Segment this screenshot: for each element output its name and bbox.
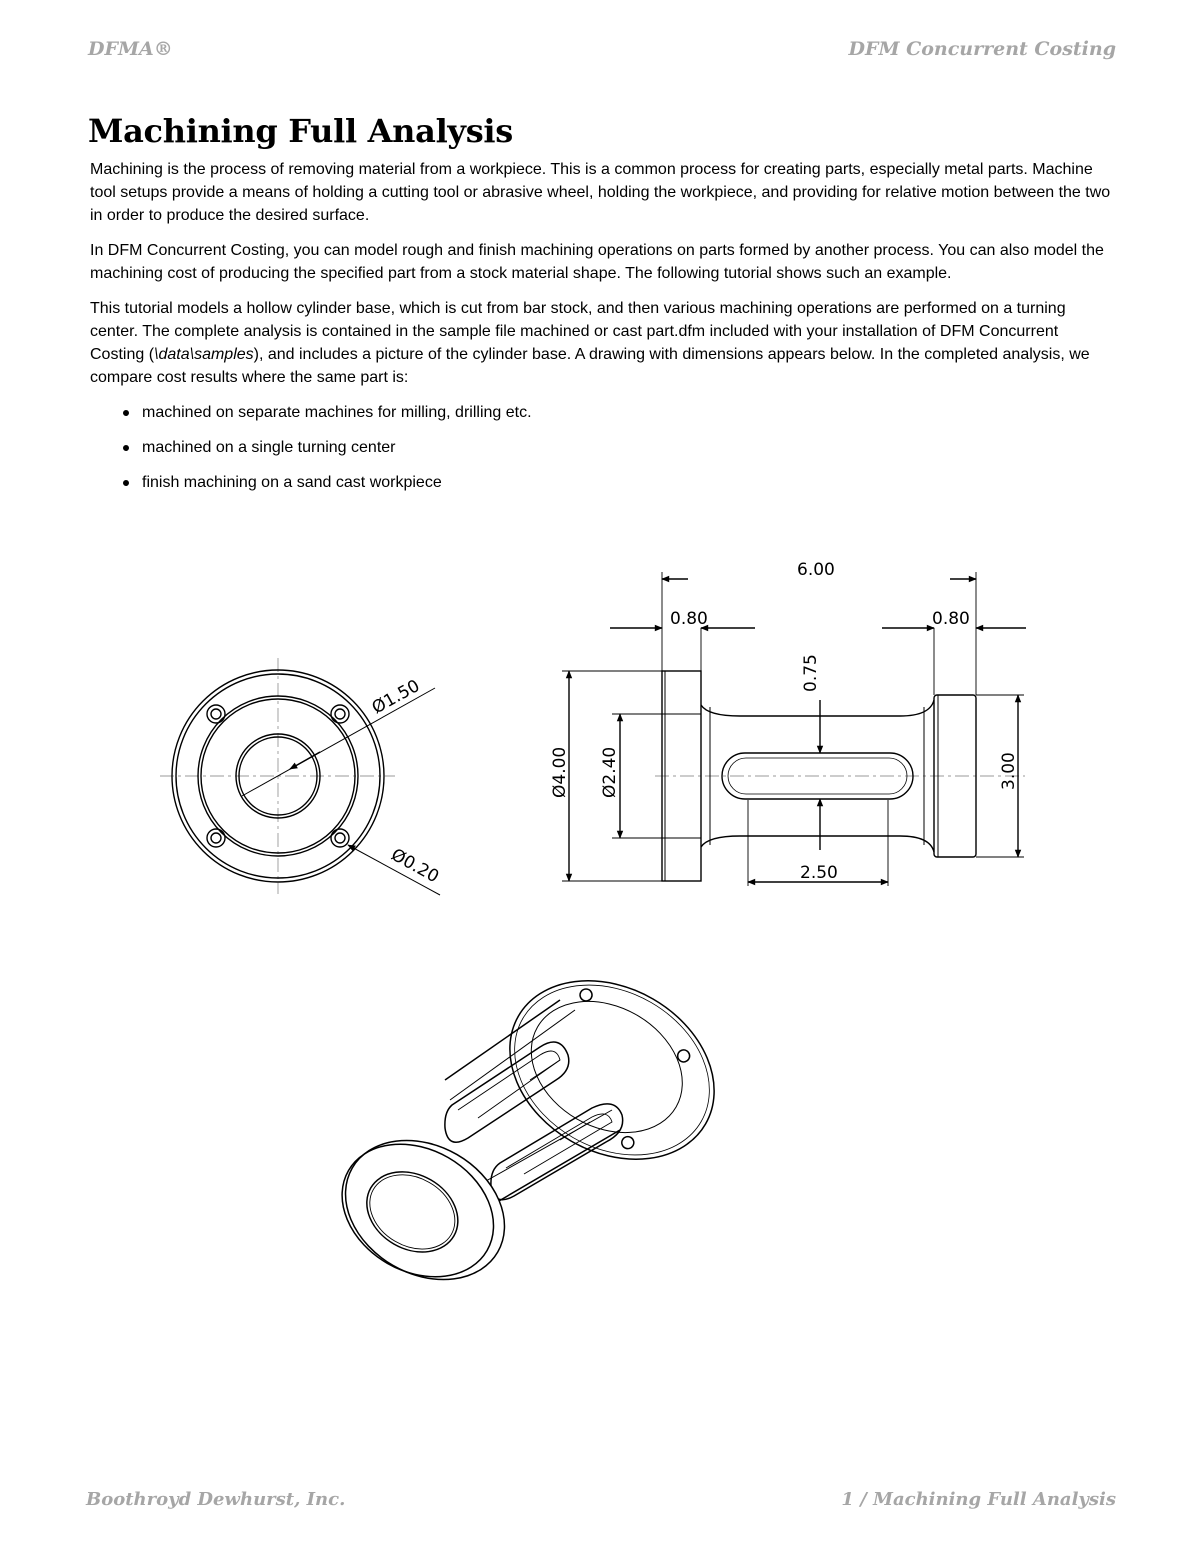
bolt-hole	[331, 705, 349, 723]
paragraph-tutorial-start: This tutorial models a hollow cylinder base, which is cut from bar stock, and then various machining operations are performed on a turning center. The complete analysis is contained in the sample file machined or cast part.dfm included with your installation of DFM Concurrent Costing (	[90, 300, 1066, 363]
sample-path: \data\samples	[154, 346, 254, 363]
bolt-hole	[331, 829, 349, 847]
right-dia-label: 3.00	[999, 752, 1019, 790]
flange-left-label: 0.80	[670, 609, 708, 629]
tube-body	[445, 1000, 560, 1080]
front-flange	[318, 1112, 530, 1309]
slot-length-label: 2.50	[800, 863, 838, 883]
bolt-dia-label: Ø0.20	[387, 844, 443, 888]
list-item: machined on a single turning center	[142, 436, 1112, 459]
footer-page: 1 / Machining Full Analysis	[841, 1489, 1116, 1510]
inner-dia-label: Ø2.40	[600, 746, 620, 798]
length-label: 6.00	[797, 560, 835, 580]
page-title: Machining Full Analysis	[88, 112, 514, 150]
header-brand: DFMA®	[88, 38, 173, 60]
footer-company: Boothroyd Dewhurst, Inc.	[86, 1489, 346, 1510]
list-item: machined on separate machines for milling, drilling etc.	[142, 401, 1112, 424]
cylinder-body	[701, 700, 934, 716]
header-product: DFM Concurrent Costing	[848, 38, 1116, 60]
bolt-hole	[207, 829, 225, 847]
outer-dia-label: Ø4.00	[550, 746, 570, 798]
paragraph-intro: Machining is the process of removing material from a workpiece. This is a common process for creating parts, especially metal parts. Machine tool setups provide a means of holding a cutting tool or abrasive wheel, holding the workpiece, and providing for relative motion between the two in order to produce the desired surface.	[90, 161, 1111, 224]
hole-dia-leader	[242, 688, 435, 796]
slot-bottom	[491, 1104, 623, 1200]
paragraph-tutorial-end: ), and includes a picture of the cylinder base. A drawing with dimensions appears below. In the completed analysis, we compare cost results where the same part is:	[90, 346, 1090, 386]
list-item: finish machining on a sand cast workpiece	[142, 471, 1112, 494]
bolt-hole	[207, 705, 225, 723]
slot-width-label: 0.75	[801, 654, 821, 692]
isometric-view	[318, 945, 747, 1308]
hole-dia-label: Ø1.50	[368, 676, 424, 719]
flange-right-label: 0.80	[932, 609, 970, 629]
paragraph-concurrent-costing: In DFM Concurrent Costing, you can model rough and finish machining operations on parts formed by another process. You can also model the machining cost of producing the specified part from a stock material shape. The following tutorial shows such an example.	[90, 242, 1104, 282]
